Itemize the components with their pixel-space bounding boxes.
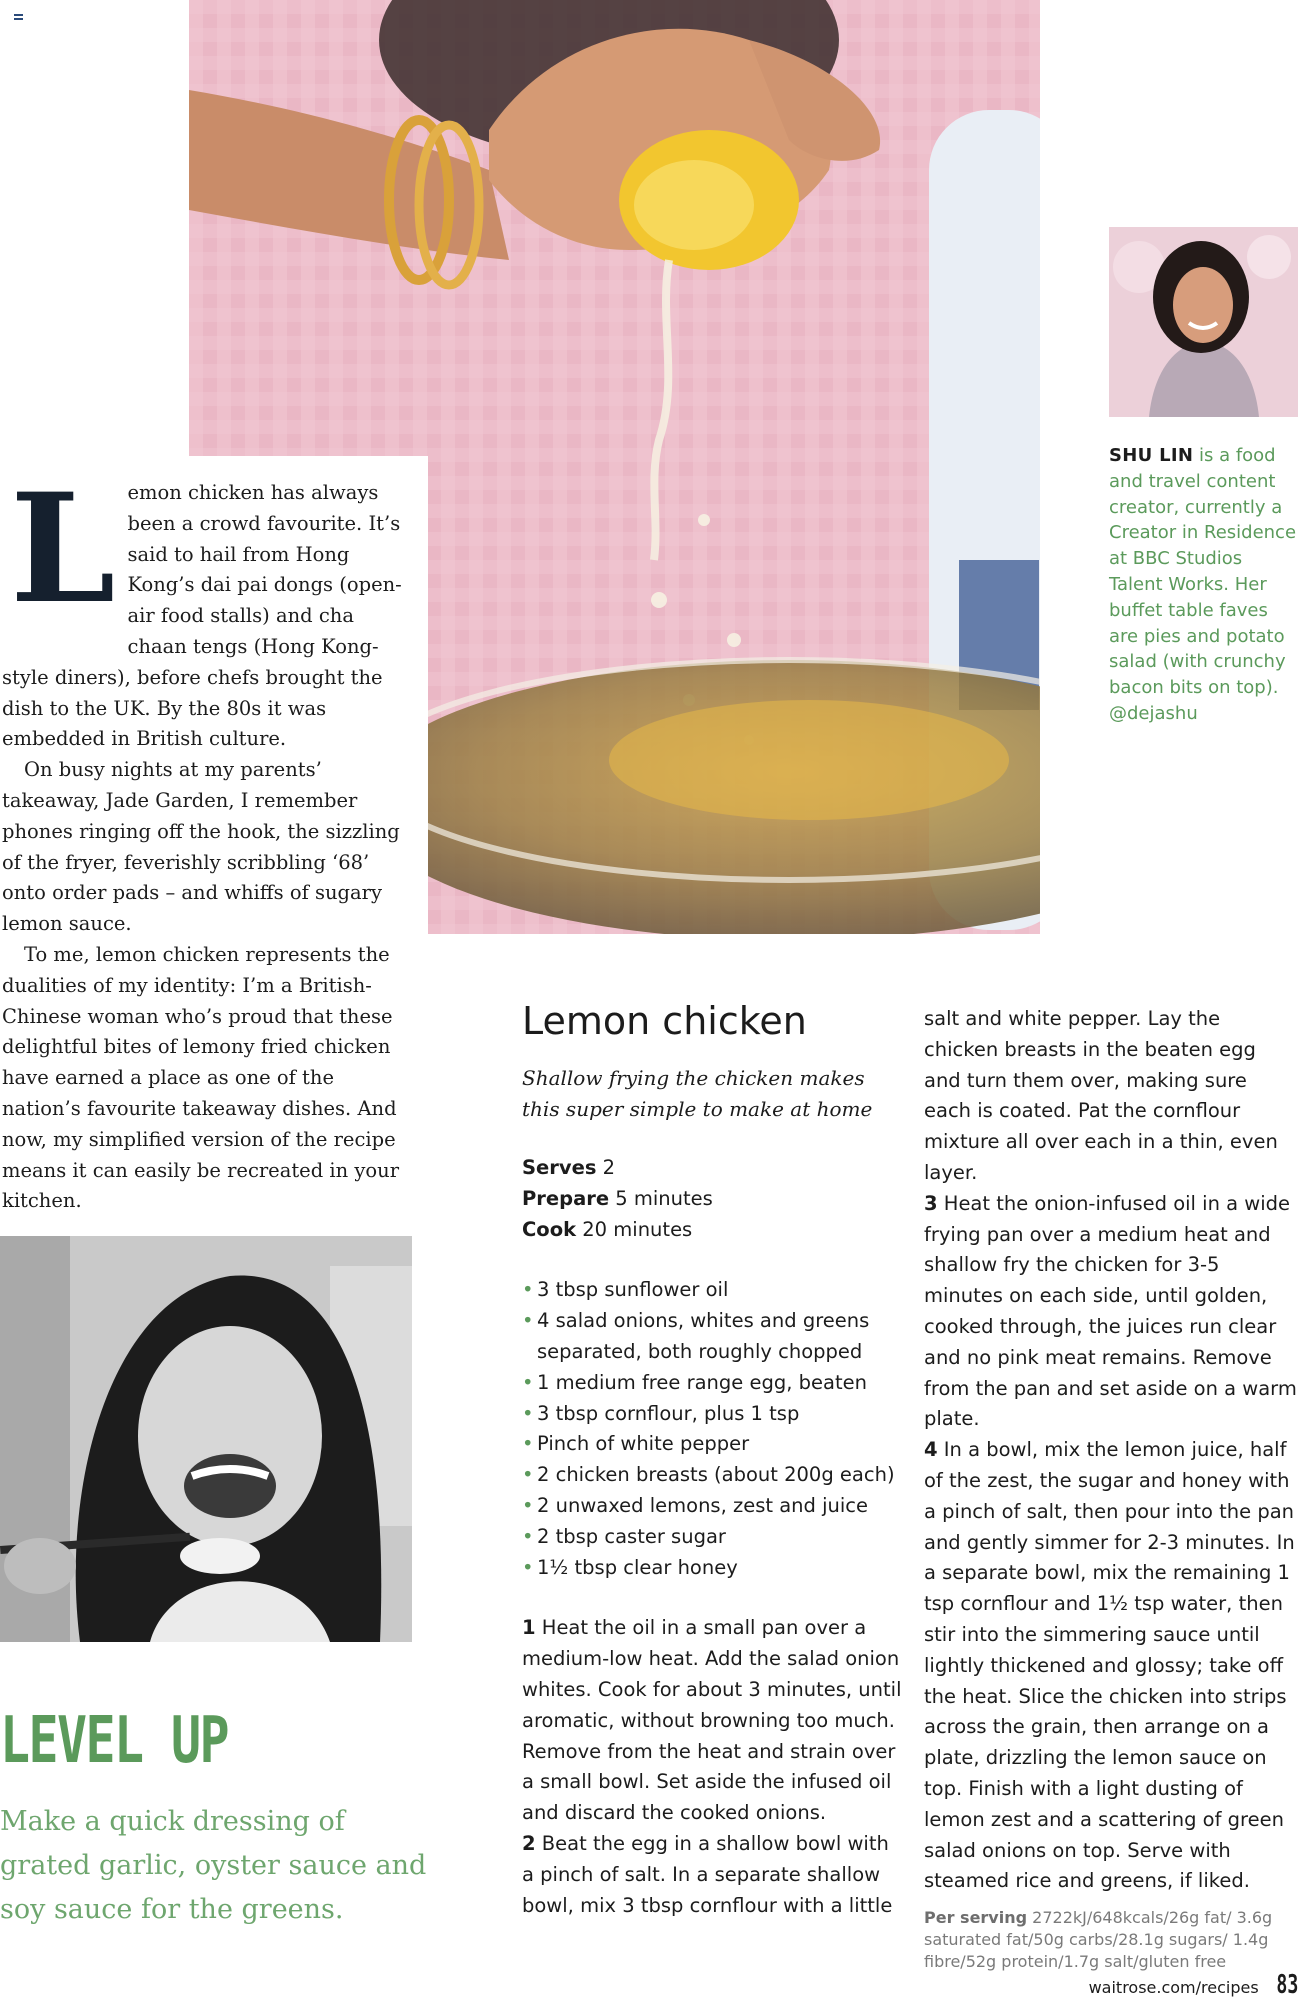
page-footer [1089, 1970, 1298, 2000]
author-portrait [1109, 227, 1298, 417]
step-number: 4 [924, 1438, 938, 1462]
prepare-row [522, 1184, 904, 1215]
intro-paragraph: emon chicken has always been a crowd favourite. It’s said to hail from Hong Kong’s dai pai dongs (open-air food stalls) and cha chaan tengs (Hong Kong-style diners), before chefs brought the dish to the UK. By the 80s it was embedded in British culture. [2, 481, 402, 751]
author-bio [1109, 443, 1298, 727]
intro-paragraph: On busy nights at my parents’ takeaway, Jade Garden, I remember phones ringing off the hook, the sizzling of the fryer, feverishly scribbling ‘68’ onto order pads – and whiffs of sugary lemon sauce. [2, 758, 400, 936]
meta-label: Prepare [522, 1186, 610, 1210]
serves-row [522, 1153, 904, 1184]
step-text: Heat the onion-infused oil in a wide frying pan over a medium heat and shallow fry the chicken for 3-5 minutes on each side, until golden, cooked through, the juices run clear and no pink meat remains. Remove from the pan and set aside on a warm plate. [924, 1191, 1297, 1431]
bw-portrait [0, 1236, 412, 1642]
method-step [924, 1004, 1298, 1189]
step-text: In a bowl, mix the lemon juice, half of the zest, the sugar and honey with a pinch of salt, then pour into the pan and gently simmer for 2-3 minutes. In a separate bowl, mix the remaining 1 tsp cornflour and 1½ tsp water, then stir into the simmering sauce until lightly thickened and glossy; take off the heat. Slice the chicken into strips across the grain, then arrange on a plate, drizzling the lemon sauce on top. Finish with a light dusting of lemon zest and a scattering of green salad onions on top. Serve with steamed rice and greens, if liked. [924, 1438, 1295, 1893]
level-up-title: LEVEL UP [0, 1704, 228, 1778]
nutrition-text: 2722kJ/648kcals/26g fat/ 3.6g saturated fat/50g carbs/28.1g sugars/ 1.4g fibre/52g protein/1.7g salt/gluten free [924, 1908, 1273, 1972]
recipe-column-2 [924, 1004, 1298, 1973]
method-step [924, 1435, 1298, 1897]
step-text: Beat the egg in a shallow bowl with a pinch of salt. In a separate shallow bowl, mix 3 tbsp cornflour with a little [522, 1831, 893, 1917]
ingredient-item: • 3 tbsp cornflour, plus 1 tsp [522, 1399, 904, 1430]
ingredients-list [522, 1275, 904, 1583]
ingredient-item: • 1 medium free range egg, beaten [522, 1368, 904, 1399]
ingredient-item: • Pinch of white pepper [522, 1429, 904, 1460]
method-step [522, 1829, 904, 1921]
meta-value: 5 minutes [609, 1186, 713, 1210]
nutrition-info [924, 1907, 1298, 1973]
meta-label: Serves [522, 1156, 597, 1179]
author-bio-text: is a food and travel content creator, currently a Creator in Residence at BBC Studios Talent Works. Her buffet table faves are pies and potato salad (with crunchy bacon bits on top). @dejashu [1109, 445, 1297, 724]
author-photo [1109, 227, 1298, 417]
meta-value: 20 minutes [576, 1217, 693, 1241]
meta-value: 2 [596, 1156, 616, 1179]
ingredient-item: • 3 tbsp sunflower oil [522, 1275, 904, 1306]
meta-label: Cook [522, 1217, 577, 1241]
intro-paragraph: To me, lemon chicken represents the dualities of my identity: I’m a British-Chinese woman who’s proud that these delightful bites of lemony fried chicken have earned a place as one of the nation’s favourite takeaway dishes. And now, my simplified version of the recipe means it can easily be recreated in your kitchen. [2, 942, 400, 1213]
recipe-title: Lemon chicken [522, 999, 807, 1043]
author-laughing-photo [0, 1236, 412, 1642]
ingredient-item: • 2 unwaxed lemons, zest and juice [522, 1491, 904, 1522]
step-text: salt and white pepper. Lay the chicken breasts in the beaten egg and turn them over, making sure each is coated. Pat the cornflour mixture all over each in a thin, even layer. [924, 1007, 1278, 1184]
level-up-text: Make a quick dressing of grated garlic, oyster sauce and soy sauce for the greens. [0, 1806, 427, 1925]
intro-text [0, 456, 428, 1217]
method-step [522, 1613, 904, 1829]
page-number: 83 [1276, 1970, 1298, 2000]
ingredient-item: • 4 salad onions, whites and greens separated, both roughly chopped [522, 1306, 904, 1368]
footer-site-link[interactable]: waitrose.com/recipes [1088, 1978, 1259, 1997]
recipe-column-1 [522, 995, 904, 1921]
ingredient-item: • 2 tbsp caster sugar [522, 1522, 904, 1553]
recipe-intro: Shallow frying the chicken makes this super simple to make at home [522, 1066, 873, 1121]
nutrition-label: Per serving [924, 1908, 1028, 1928]
step-number: 1 [522, 1616, 536, 1640]
author-name: SHU LIN [1109, 445, 1194, 466]
ingredient-item: • 2 chicken breasts (about 200g each) [522, 1460, 904, 1491]
menu-mark-icon [14, 14, 23, 20]
step-number: 3 [924, 1191, 938, 1215]
dropcap: L [10, 461, 116, 637]
step-number: 2 [522, 1831, 536, 1855]
cook-row [522, 1215, 904, 1246]
method-step [924, 1189, 1298, 1435]
ingredient-item: • 1½ tbsp clear honey [522, 1553, 904, 1584]
step-text: Heat the oil in a small pan over a medium-low heat. Add the salad onion whites. Cook for about 3 minutes, until aromatic, without browning too much. Remove from the heat and strain over a small bowl. Set aside the infused oil and discard the cooked onions. [522, 1616, 902, 1825]
